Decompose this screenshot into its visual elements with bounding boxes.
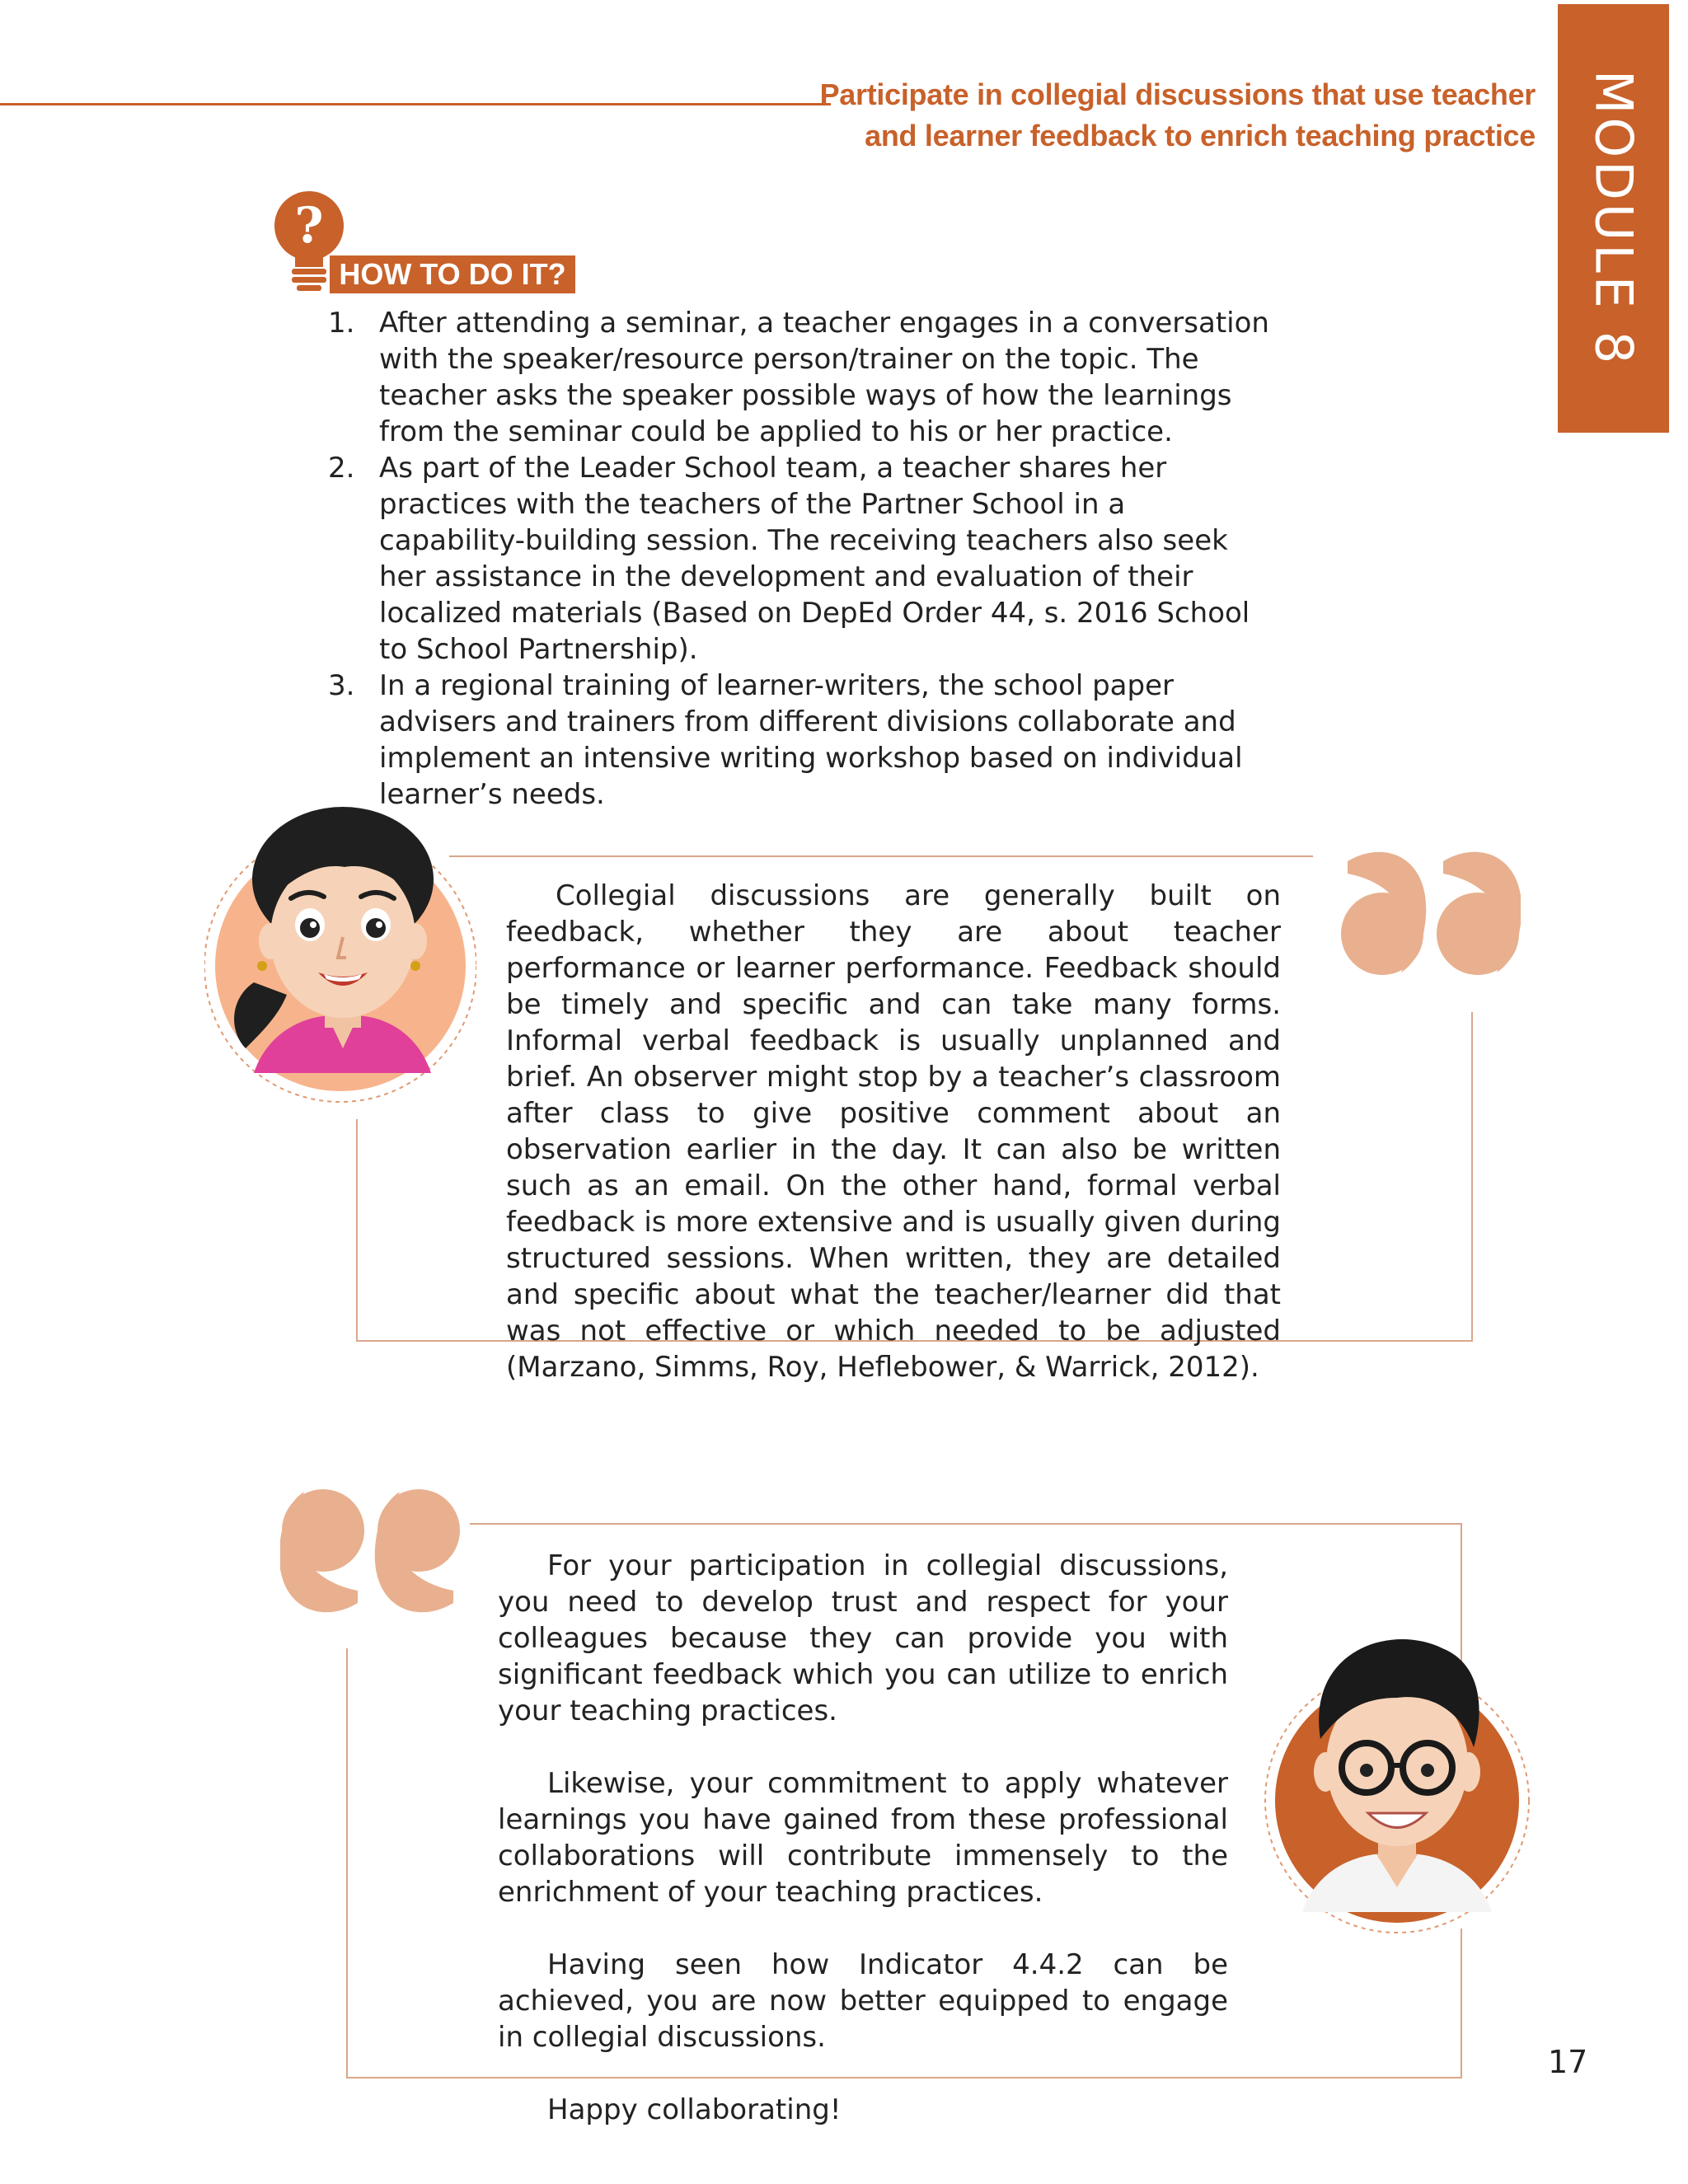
- female-teacher-avatar: [204, 801, 476, 1114]
- step-number: 1.: [328, 307, 355, 340]
- quote-1-text: [506, 878, 1281, 1385]
- quote-2-paragraph: For your participation in collegial discussions, you need to develop trust and respect for your colleagues because they can provide you with significant feedback which you can utilize to enrich your teaching practices.: [498, 1549, 1228, 1727]
- header-rule: [0, 103, 831, 105]
- quote-2-text: [498, 1548, 1228, 2128]
- step-number: 2.: [328, 452, 355, 485]
- quote-box-1-right-rule: [1471, 1012, 1473, 1342]
- closing-quote-icon: [1339, 837, 1521, 985]
- list-item: [328, 668, 1276, 813]
- header-title-line-2: and learner feedback to enrich teaching practice: [865, 119, 1536, 152]
- page-header-title: [794, 74, 1536, 157]
- list-item: [328, 305, 1276, 450]
- step-number: 3.: [328, 669, 355, 702]
- step-text: In a regional training of learner-writers, the school paper advisers and trainers from different divisions collaborate and implement an intensive writing workshop based on individual learner’s needs.: [379, 669, 1243, 811]
- module-tab: [1558, 4, 1669, 433]
- how-to-do-it-label: HOW TO DO IT?: [330, 255, 575, 293]
- page-number: 17: [1548, 2044, 1588, 2080]
- list-item: [328, 450, 1276, 668]
- quote-box-2-left-rule: [346, 1648, 348, 2079]
- quote-box-1-top-rule: [449, 855, 1313, 857]
- step-text: As part of the Leader School team, a teacher shares her practices with the teachers of the Partner School in a capability-building session. The receiving teachers also seek her assistance in the development and evaluation of their localized materials (Based on DepEd Order 44, s. 2016 School to School Partnership).: [379, 452, 1250, 666]
- quote-1-paragraph: Collegial discussions are generally built on feedback, whether they are about teacher performance or learner performance. Feedback should be timely and specific and can take many forms. Informal verbal feedback is usually unplanned and brief. An observer might stop by a teacher’s classroom after class to give positive comment about an observation earlier in the day. It can also be written such as an email. On the other hand, formal verbal feedback is more extensive and is usually given during structured sessions. When written, they are detailed and specific about what the teacher/learner did that was not effective or which needed to be adjusted (Marzano, Simms, Roy, Heflebower, & Warrick, 2012).: [506, 879, 1281, 1384]
- how-to-steps-list: [328, 305, 1276, 813]
- quote-2-paragraph: Likewise, your commitment to apply whatever learnings you have gained from these professional collaborations will contribute immensely to the enrichment of your teaching practices.: [498, 1767, 1228, 1909]
- quote-box-2-top-rule: [470, 1523, 1462, 1525]
- quote-box-2-right-rule-lower: [1461, 1929, 1462, 2079]
- step-text: After attending a seminar, a teacher engages in a conversation with the speaker/resource person/trainer on the topic. The teacher asks the speaker possible ways of how the learnings from the seminar could be applied to his or her practice.: [379, 307, 1269, 448]
- module-label: MODULE 8: [1583, 69, 1643, 368]
- header-title-line-1: Participate in collegial discussions that use teacher: [819, 77, 1536, 111]
- opening-quote-icon: [280, 1479, 462, 1628]
- svg-text:?: ?: [294, 197, 324, 255]
- quote-box-1-left-rule: [356, 1119, 358, 1342]
- quote-2-paragraph: Having seen how Indicator 4.4.2 can be achieved, you are now better equipped to engage in collegial discussions.: [498, 1948, 1228, 2054]
- male-teacher-avatar: [1261, 1615, 1533, 1937]
- quote-2-paragraph: Happy collaborating!: [547, 2093, 842, 2126]
